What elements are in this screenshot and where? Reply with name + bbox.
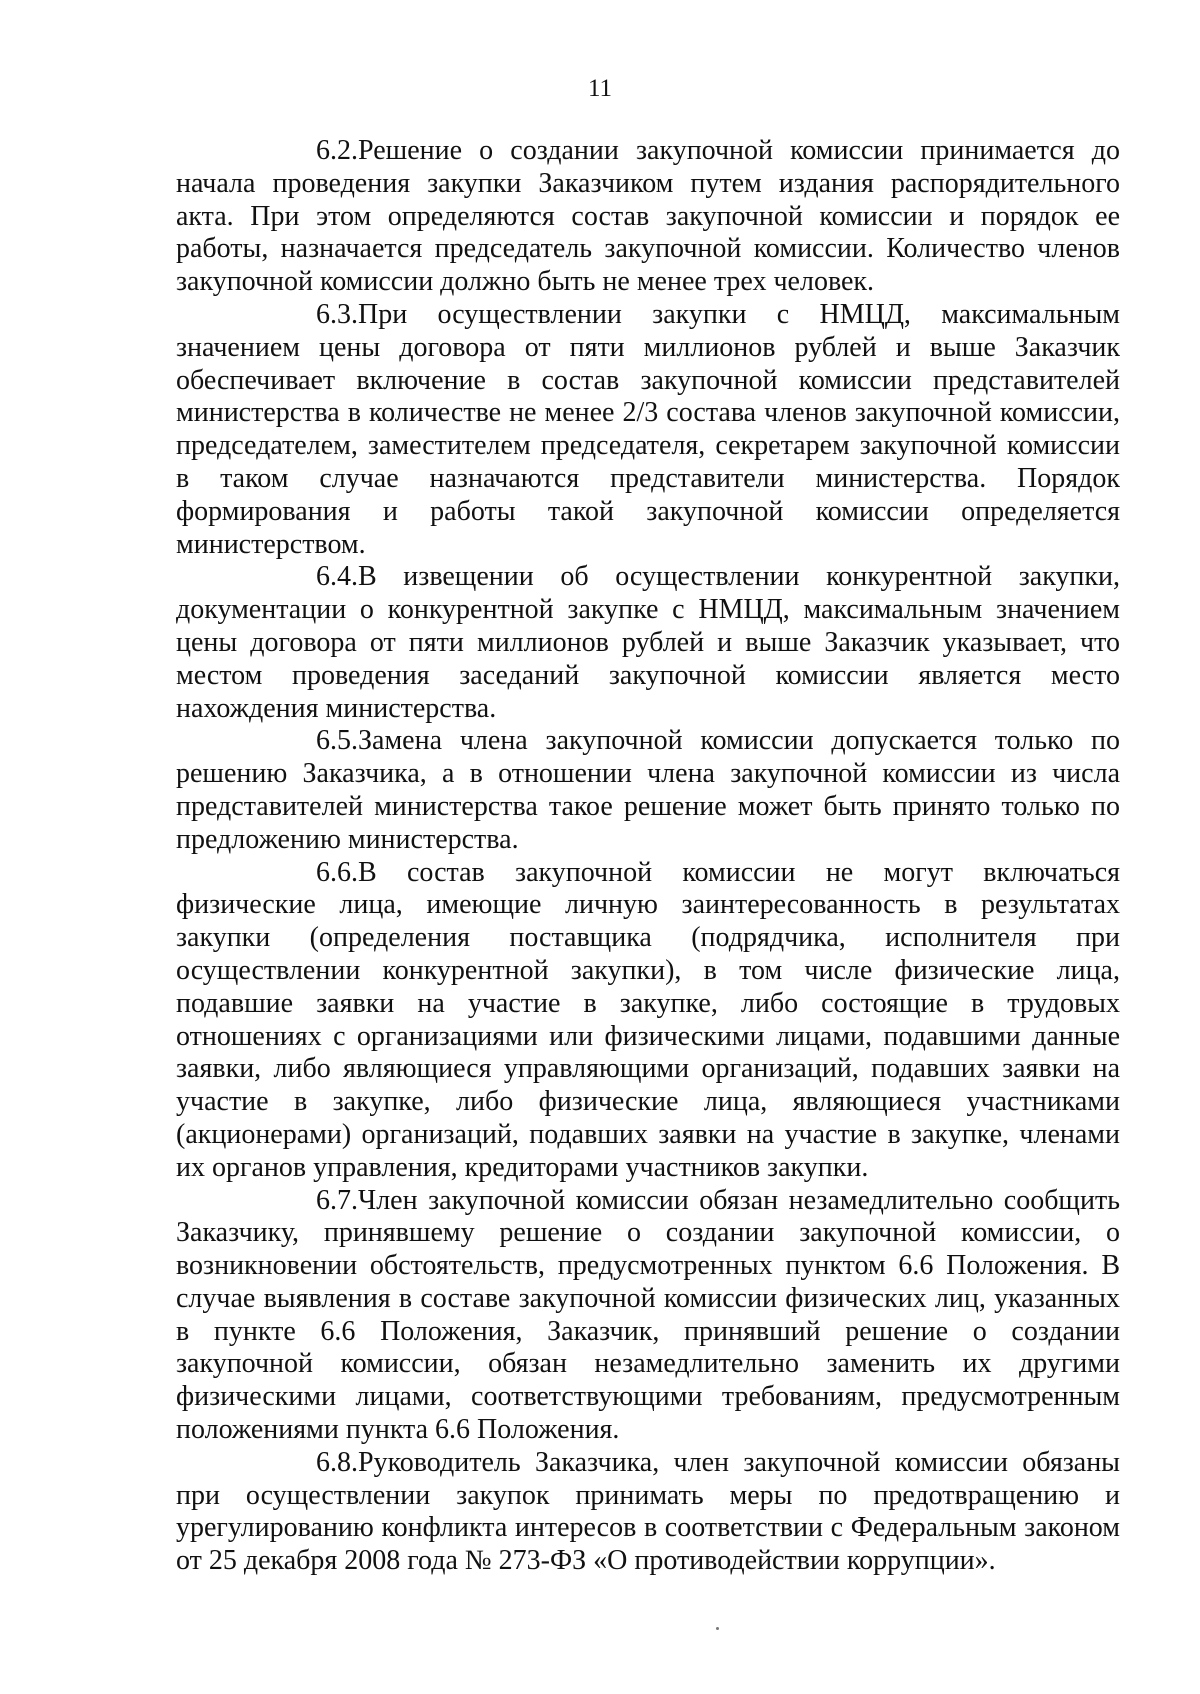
paragraph-number: 6.6. xyxy=(316,856,358,888)
paragraph-6-5 xyxy=(176,725,1120,856)
paragraph-number: 6.5. xyxy=(316,725,358,757)
paragraph-number: 6.7. xyxy=(316,1184,358,1216)
document-body xyxy=(176,135,1120,1578)
paragraph-text: Замена члена закупочной комиссии допускается только по решению Заказчика, а в отношении члена закупочной комиссии из числа представителей министерства такое решение может быть принято только по предложению министерства. xyxy=(176,725,1120,855)
scan-speck xyxy=(716,1627,719,1630)
paragraph-number: 6.8. xyxy=(316,1446,358,1478)
page-number: 11 xyxy=(587,75,613,102)
paragraph-text: Решение о создании закупочной комиссии принимается до начала проведения закупки Заказчиком путем издания распорядительного акта. При этом определяются состав закупочной комиссии и порядок ее работы, назначается председатель закупочной комиссии. Количество членов закупочной комиссии должно быть не менее трех человек. xyxy=(176,135,1120,298)
paragraph-6-6 xyxy=(176,857,1120,1185)
paragraph-6-3 xyxy=(176,299,1120,561)
paragraph-6-7 xyxy=(176,1185,1120,1447)
paragraph-text: Руководитель Заказчика, член закупочной комиссии обязаны при осуществлении закупок принимать меры по предотвращению и урегулированию конфликта интересов в соответствии с Федеральным законом от 25 декабря 2008 года № 273-ФЗ «О противодействии коррупции». xyxy=(176,1446,1120,1577)
paragraph-text: В состав закупочной комиссии не могут включаться физические лица, имеющие личную заинтересованность в результатах закупки (определения поставщика (подрядчика, исполнителя при осуществлении конкурентной закупки), в том числе физические лица, подавшие заявки на участие в закупке, либо состоящие в трудовых отношениях с организациями или физическими лицами, подавшими данные заявки, либо являющиеся управляющими организаций, подавших заявки на участие в закупке, либо физические лица, являющиеся участниками (акционерами) организаций, подавших заявки на участие в закупке, членами их органов управления, кредиторами участников закупки. xyxy=(176,856,1120,1183)
paragraph-number: 6.4. xyxy=(316,561,358,593)
paragraph-text: В извещении об осуществлении конкурентной закупки, документации о конкурентной закупке с НМЦД, максимальным значением цены договора от пяти миллионов рублей и выше Заказчик указывает, что местом проведения заседаний закупочной комиссии является место нахождения министерства. xyxy=(176,561,1120,724)
paragraph-text: Член закупочной комиссии обязан незамедлительно сообщить Заказчику, принявшему решение о создании закупочной комиссии, о возникновении обстоятельств, предусмотренных пунктом 6.6 Положения. В случае выявления в составе закупочной комиссии физических лиц, указанных в пункте 6.6 Положения, Заказчик, принявший решение о создании закупочной комиссии, обязан незамедлительно заменить их другими физическими лицами, соответствующими требованиям, предусмотренным положениями пункта 6.6 Положения. xyxy=(176,1184,1120,1446)
paragraph-text: При осуществлении закупки с НМЦД, максимальным значением цены договора от пяти миллионов рублей и выше Заказчик обеспечивает включение в состав закупочной комиссии представителей министерства в количестве не менее 2/3 состава членов закупочной комиссии, председателем, заместителем председателя, секретарем закупочной комиссии в таком случае назначаются представители министерства. Порядок формирования и работы такой закупочной комиссии определяется министерством. xyxy=(176,298,1120,560)
paragraph-number: 6.2. xyxy=(316,135,358,166)
paragraph-6-4 xyxy=(176,561,1120,725)
paragraph-6-2 xyxy=(176,135,1120,299)
paragraph-number: 6.3. xyxy=(316,298,358,330)
paragraph-6-8 xyxy=(176,1447,1120,1578)
